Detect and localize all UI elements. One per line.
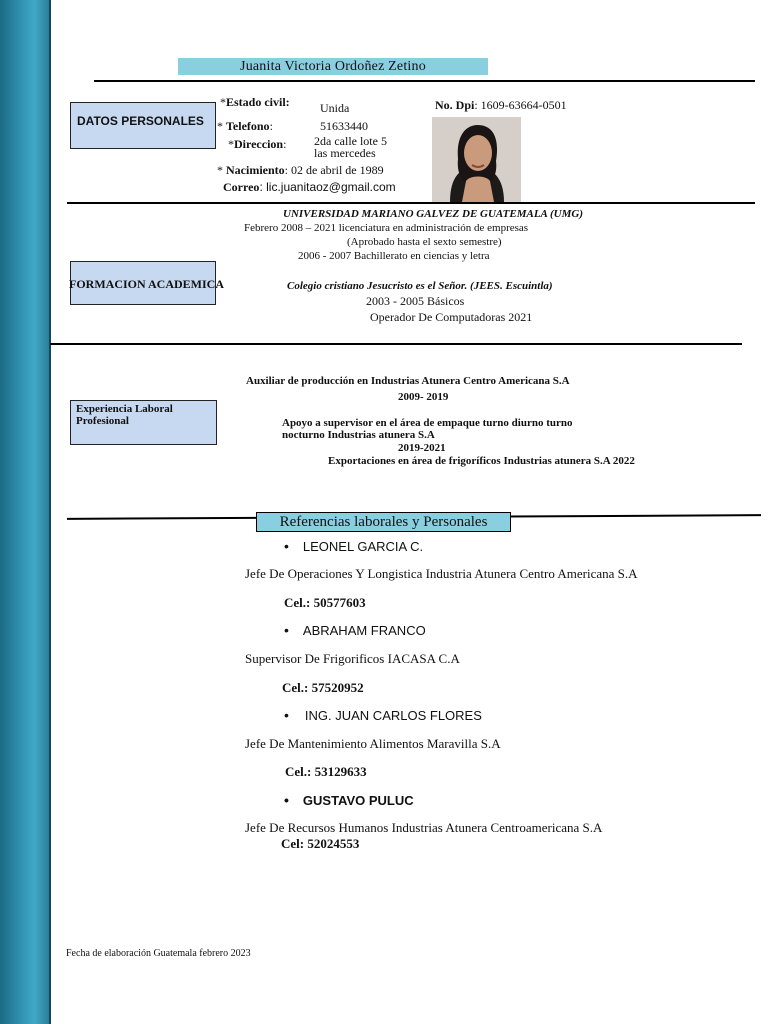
university-line2: (Aprobado hasta el sexto semestre) xyxy=(347,236,502,248)
section-label-experience-2: Profesional xyxy=(76,415,129,427)
bullet-icon: * xyxy=(217,119,226,133)
section-box-personal xyxy=(70,102,216,149)
section-label-personal: DATOS PERSONALES xyxy=(77,114,204,128)
footer-date: Fecha de elaboración Guatemala febrero 2023 xyxy=(66,948,251,959)
job2-title: Apoyo a supervisor en el área de empaque turno diurno turno nocturno Industrias atunera S.A xyxy=(282,417,573,441)
reference-4-cel: Cel: 52024553 xyxy=(281,836,360,851)
bullet-icon: • xyxy=(284,707,289,723)
section-box-experience xyxy=(70,400,217,445)
field-dpi: No. Dpi: 1609-63664-0501 xyxy=(435,98,567,112)
section-label-experience: Experiencia Laboral xyxy=(76,403,173,415)
section-box-education xyxy=(69,261,224,305)
reference-2-cel: Cel.: 57520952 xyxy=(282,680,364,695)
reference-4-role: Jefe De Recursos Humanos Industrias Atunera Centroamericana S.A xyxy=(245,820,603,835)
field-correo: Correo: lic.juanitaoz@gmail.com xyxy=(223,180,396,194)
references-title: Referencias laborales y Personales xyxy=(256,512,511,532)
reference-3-role: Jefe De Mantenimiento Alimentos Maravilla S.A xyxy=(245,736,501,751)
direccion-value: 2da calle lote 5 las mercedes xyxy=(314,134,387,160)
job3-title: Exportaciones en área de frigoríficos Industrias atunera S.A 2022 xyxy=(328,455,635,467)
university-line1: Febrero 2008 – 2021 licenciatura en administración de empresas xyxy=(244,222,529,234)
reference-1-role: Jefe De Operaciones Y Longistica Industria Atunera Centro Americana S.A xyxy=(245,566,638,581)
school-line1: 2003 - 2005 Básicos xyxy=(366,294,465,308)
reference-1-cel: Cel.: 50577603 xyxy=(284,595,366,610)
reference-2-name: • ABRAHAM FRANCO xyxy=(284,622,426,638)
job2-years: 2019-2021 xyxy=(398,442,446,454)
field-telefono: * Telefono: xyxy=(217,119,273,133)
field-direccion: *Direccion: xyxy=(228,137,287,151)
school-line2: Operador De Computadoras 2021 xyxy=(370,310,533,324)
divider-top xyxy=(94,80,755,82)
left-decorative-bar xyxy=(0,0,51,1024)
applicant-name: Juanita Victoria Ordoñez Zetino xyxy=(178,58,488,75)
bullet-icon: * xyxy=(220,95,226,109)
bullet-icon: • xyxy=(284,538,289,554)
divider-personal xyxy=(67,202,755,204)
field-estado-civil: *Estado civil: xyxy=(220,95,290,109)
bullet-icon: * xyxy=(228,137,234,151)
reference-3-cel: Cel.: 53129633 xyxy=(285,764,367,779)
university-name: UNIVERSIDAD MARIANO GALVEZ DE GUATEMALA (UMG) xyxy=(283,208,584,220)
profile-photo xyxy=(432,117,521,202)
reference-3-name: • ING. JUAN CARLOS FLORES xyxy=(284,707,482,723)
estado-civil-value: Unida xyxy=(320,101,350,115)
section-label-education: FORMACION ACADEMICA xyxy=(69,277,224,291)
bullet-icon: • xyxy=(284,622,289,638)
university-line3: 2006 - 2007 Bachillerato en ciencias y letra xyxy=(298,250,490,262)
reference-4-name: • GUSTAVO PULUC xyxy=(284,792,414,808)
job1-title: Auxiliar de producción en Industrias Atunera Centro Americana S.A xyxy=(246,375,570,387)
bullet-icon: * xyxy=(217,163,226,177)
divider-education xyxy=(50,343,742,345)
bullet-icon: • xyxy=(284,792,289,808)
telefono-value: 51633440 xyxy=(320,119,368,133)
school-name: Colegio cristiano Jesucristo es el Señor. (JEES. Escuintla) xyxy=(287,280,553,292)
job1-years: 2009- 2019 xyxy=(398,391,449,403)
reference-2-role: Supervisor De Frigorificos IACASA C.A xyxy=(245,651,460,666)
reference-1-name: • LEONEL GARCIA C. xyxy=(284,538,424,554)
field-nacimiento: * Nacimiento: 02 de abril de 1989 xyxy=(217,163,384,177)
